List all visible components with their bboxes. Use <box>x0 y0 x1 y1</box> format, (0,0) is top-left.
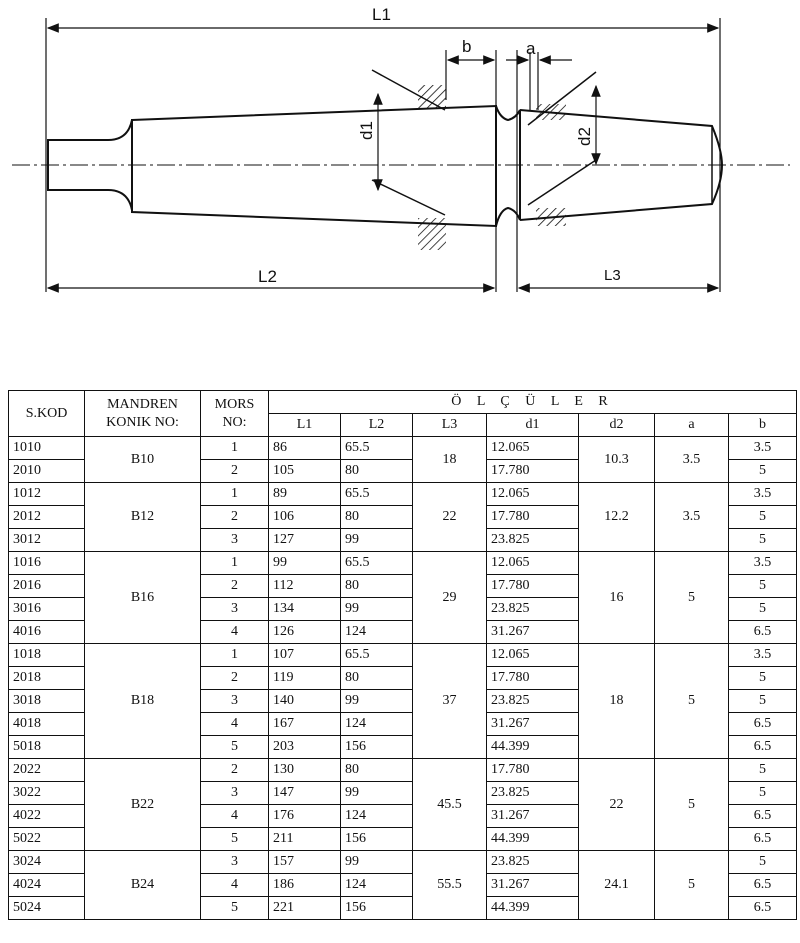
cell-l2: 99 <box>341 598 413 621</box>
cell-b: 6.5 <box>729 897 797 920</box>
cell-skod: 5018 <box>9 736 85 759</box>
cell-d1: 44.399 <box>487 736 579 759</box>
cell-skod: 3012 <box>9 529 85 552</box>
cell-l2: 80 <box>341 506 413 529</box>
header-a: a <box>655 414 729 437</box>
table-row <box>9 552 797 575</box>
dimension-table-body <box>9 437 797 920</box>
header-mandren <box>85 391 201 437</box>
cell-l2: 65.5 <box>341 552 413 575</box>
cell-b: 6.5 <box>729 713 797 736</box>
cell-b: 5 <box>729 759 797 782</box>
cell-l2: 99 <box>341 690 413 713</box>
cell-b: 5 <box>729 506 797 529</box>
cell-d1: 17.780 <box>487 506 579 529</box>
cell-mors: 5 <box>201 897 269 920</box>
header-d1: d1 <box>487 414 579 437</box>
cell-b: 5 <box>729 782 797 805</box>
cell-l1: 86 <box>269 437 341 460</box>
cell-mandren: B16 <box>85 552 201 644</box>
d1-gauge-line-bottom <box>372 180 445 215</box>
cell-l1: 221 <box>269 897 341 920</box>
cell-l2: 99 <box>341 782 413 805</box>
cell-mandren: B12 <box>85 483 201 552</box>
cell-l1: 99 <box>269 552 341 575</box>
header-l1: L1 <box>269 414 341 437</box>
cell-skod: 4024 <box>9 874 85 897</box>
header-mors <box>201 391 269 437</box>
cell-d1: 12.065 <box>487 483 579 506</box>
cell-b: 6.5 <box>729 874 797 897</box>
cell-b: 3.5 <box>729 552 797 575</box>
cell-d1: 12.065 <box>487 644 579 667</box>
cell-skod: 2012 <box>9 506 85 529</box>
header-mors-line2: NO: <box>222 414 247 430</box>
cell-l1: 134 <box>269 598 341 621</box>
cell-skod: 5024 <box>9 897 85 920</box>
cell-l3: 29 <box>413 552 487 644</box>
cell-l2: 80 <box>341 667 413 690</box>
cell-mors: 5 <box>201 828 269 851</box>
cell-l2: 124 <box>341 713 413 736</box>
label-l1: L1 <box>372 5 391 24</box>
cell-d1: 31.267 <box>487 874 579 897</box>
cell-d1: 17.780 <box>487 759 579 782</box>
cell-b: 5 <box>729 598 797 621</box>
cell-d1: 31.267 <box>487 713 579 736</box>
cell-d2: 22 <box>579 759 655 851</box>
cell-b: 6.5 <box>729 805 797 828</box>
cell-skod: 3024 <box>9 851 85 874</box>
cell-a: 5 <box>655 644 729 759</box>
dimension-table <box>8 390 797 920</box>
cell-skod: 4022 <box>9 805 85 828</box>
cell-l2: 124 <box>341 874 413 897</box>
cell-mors: 3 <box>201 782 269 805</box>
cell-mors: 3 <box>201 690 269 713</box>
cell-mandren: B22 <box>85 759 201 851</box>
cell-b: 6.5 <box>729 621 797 644</box>
taper-body-outline <box>132 106 496 226</box>
hatch-block-top-left <box>418 85 446 109</box>
cell-l2: 156 <box>341 828 413 851</box>
cell-a: 5 <box>655 552 729 644</box>
cell-b: 5 <box>729 529 797 552</box>
cell-l1: 105 <box>269 460 341 483</box>
cell-skod: 3022 <box>9 782 85 805</box>
cell-b: 5 <box>729 667 797 690</box>
cell-mors: 1 <box>201 552 269 575</box>
header-mandren-line1: MANDREN <box>107 396 178 412</box>
cell-mors: 2 <box>201 506 269 529</box>
hatch-block-top-right <box>536 104 566 120</box>
cell-l2: 156 <box>341 897 413 920</box>
cell-d1: 23.825 <box>487 851 579 874</box>
d2-gauge-line-bottom <box>528 160 596 205</box>
header-mors-line1: MORS <box>214 396 255 412</box>
label-d1: d1 <box>357 121 376 140</box>
cell-a: 5 <box>655 759 729 851</box>
header-l3: L3 <box>413 414 487 437</box>
cell-b: 6.5 <box>729 736 797 759</box>
cell-mors: 3 <box>201 851 269 874</box>
label-l3: L3 <box>604 267 621 284</box>
cell-d1: 23.825 <box>487 598 579 621</box>
cell-l2: 80 <box>341 575 413 598</box>
cell-d1: 23.825 <box>487 529 579 552</box>
header-l2: L2 <box>341 414 413 437</box>
cell-d2: 18 <box>579 644 655 759</box>
header-d2: d2 <box>579 414 655 437</box>
cell-d1: 44.399 <box>487 828 579 851</box>
cell-l2: 65.5 <box>341 437 413 460</box>
cell-l1: 186 <box>269 874 341 897</box>
cell-mors: 4 <box>201 805 269 828</box>
cell-d1: 17.780 <box>487 460 579 483</box>
cell-mors: 4 <box>201 874 269 897</box>
cell-d1: 44.399 <box>487 897 579 920</box>
header-b: b <box>729 414 797 437</box>
cell-b: 3.5 <box>729 644 797 667</box>
label-d2: d2 <box>575 127 594 146</box>
cell-skod: 1010 <box>9 437 85 460</box>
cell-mandren: B24 <box>85 851 201 920</box>
cell-l3: 55.5 <box>413 851 487 920</box>
cell-mors: 5 <box>201 736 269 759</box>
cell-mors: 2 <box>201 667 269 690</box>
cell-l1: 211 <box>269 828 341 851</box>
label-b: b <box>462 37 472 56</box>
cell-a: 5 <box>655 851 729 920</box>
cell-mors: 2 <box>201 759 269 782</box>
cell-l1: 167 <box>269 713 341 736</box>
cell-d1: 17.780 <box>487 575 579 598</box>
cell-l3: 18 <box>413 437 487 483</box>
cell-d2: 10.3 <box>579 437 655 483</box>
cell-l2: 80 <box>341 759 413 782</box>
header-mandren-line2: KONIK NO: <box>106 414 179 430</box>
table-row <box>9 644 797 667</box>
cell-d1: 12.065 <box>487 552 579 575</box>
cell-l1: 176 <box>269 805 341 828</box>
cell-skod: 2010 <box>9 460 85 483</box>
header-skod: S.KOD <box>9 391 85 437</box>
cell-skod: 3018 <box>9 690 85 713</box>
cell-b: 5 <box>729 460 797 483</box>
table-row <box>9 483 797 506</box>
cell-l2: 99 <box>341 851 413 874</box>
cell-d2: 12.2 <box>579 483 655 552</box>
cell-mors: 1 <box>201 437 269 460</box>
cell-skod: 2022 <box>9 759 85 782</box>
header-olculer: Ö L Ç Ü L E R <box>269 391 797 414</box>
cell-mandren: B18 <box>85 644 201 759</box>
cell-a: 3.5 <box>655 437 729 483</box>
cell-l1: 140 <box>269 690 341 713</box>
cell-l1: 119 <box>269 667 341 690</box>
cell-skod: 4018 <box>9 713 85 736</box>
cell-l1: 89 <box>269 483 341 506</box>
cell-mors: 2 <box>201 575 269 598</box>
cell-d2: 16 <box>579 552 655 644</box>
cell-skod: 1016 <box>9 552 85 575</box>
cell-d1: 23.825 <box>487 782 579 805</box>
cell-b: 5 <box>729 575 797 598</box>
cell-l1: 147 <box>269 782 341 805</box>
cell-skod: 4016 <box>9 621 85 644</box>
cell-skod: 2018 <box>9 667 85 690</box>
cell-b: 3.5 <box>729 483 797 506</box>
cell-d1: 12.065 <box>487 437 579 460</box>
cell-mors: 4 <box>201 621 269 644</box>
cell-skod: 5022 <box>9 828 85 851</box>
cell-l1: 106 <box>269 506 341 529</box>
cell-l2: 99 <box>341 529 413 552</box>
cell-b: 5 <box>729 851 797 874</box>
cell-mors: 2 <box>201 460 269 483</box>
table-row <box>9 437 797 460</box>
cell-skod: 2016 <box>9 575 85 598</box>
cell-d1: 31.267 <box>487 621 579 644</box>
cell-mors: 3 <box>201 598 269 621</box>
cell-l1: 112 <box>269 575 341 598</box>
cell-b: 6.5 <box>729 828 797 851</box>
cell-a: 3.5 <box>655 483 729 552</box>
cell-l2: 65.5 <box>341 483 413 506</box>
table-row <box>9 851 797 874</box>
cell-mors: 4 <box>201 713 269 736</box>
cell-skod: 1012 <box>9 483 85 506</box>
cell-d1: 31.267 <box>487 805 579 828</box>
cell-l1: 203 <box>269 736 341 759</box>
cell-d2: 24.1 <box>579 851 655 920</box>
cell-l1: 107 <box>269 644 341 667</box>
cell-l3: 37 <box>413 644 487 759</box>
cell-l3: 22 <box>413 483 487 552</box>
cell-l2: 156 <box>341 736 413 759</box>
shank-outline <box>48 120 132 210</box>
cell-l1: 157 <box>269 851 341 874</box>
table-row <box>9 759 797 782</box>
cell-l2: 124 <box>341 621 413 644</box>
cell-l1: 127 <box>269 529 341 552</box>
label-a: a <box>526 39 536 58</box>
cell-b: 3.5 <box>729 437 797 460</box>
cell-l2: 124 <box>341 805 413 828</box>
arbor-technical-drawing <box>0 0 800 330</box>
hatch-block-bottom-right <box>536 208 566 226</box>
cell-d1: 17.780 <box>487 667 579 690</box>
hatch-block-bottom-left <box>418 218 446 250</box>
cell-d1: 23.825 <box>487 690 579 713</box>
cell-mandren: B10 <box>85 437 201 483</box>
label-l2: L2 <box>258 267 277 286</box>
cell-skod: 1018 <box>9 644 85 667</box>
cell-l2: 80 <box>341 460 413 483</box>
cell-skod: 3016 <box>9 598 85 621</box>
cell-l1: 126 <box>269 621 341 644</box>
cell-mors: 3 <box>201 529 269 552</box>
cell-l3: 45.5 <box>413 759 487 851</box>
cell-l1: 130 <box>269 759 341 782</box>
cell-mors: 1 <box>201 644 269 667</box>
cell-b: 5 <box>729 690 797 713</box>
cell-mors: 1 <box>201 483 269 506</box>
cell-l2: 65.5 <box>341 644 413 667</box>
